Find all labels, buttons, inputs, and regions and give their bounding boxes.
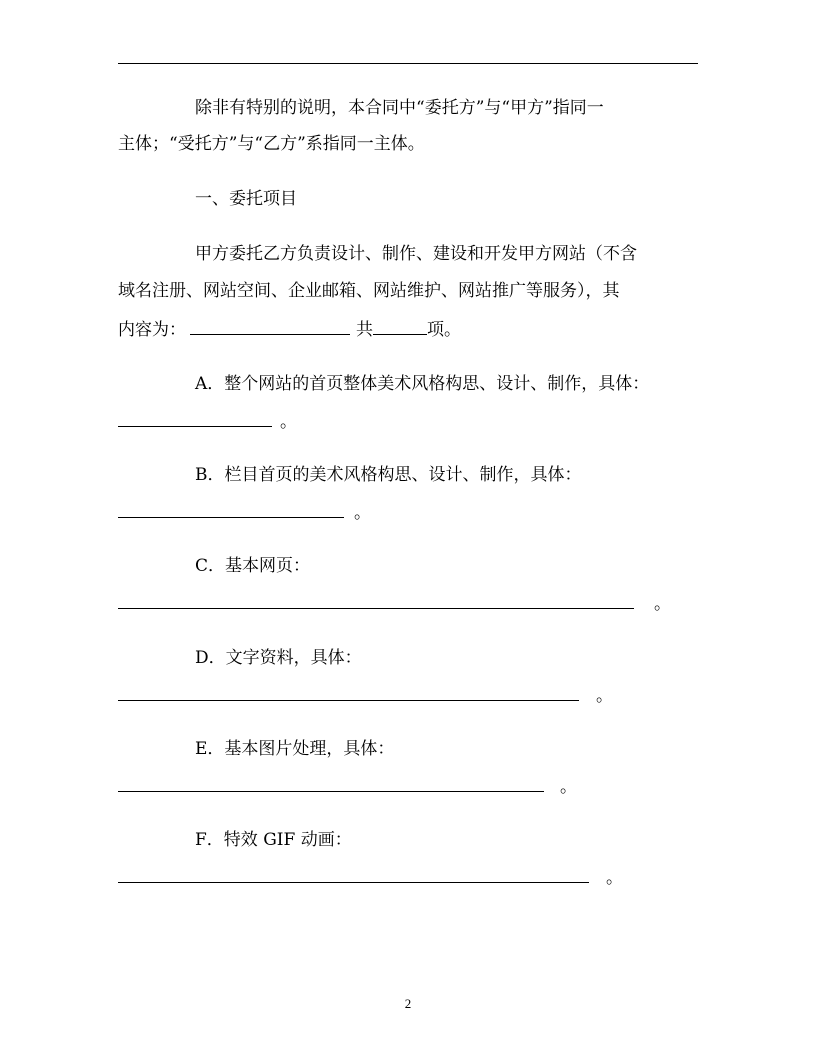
item-a-end: 。 [280,412,297,432]
item-c-fill-line [118,592,671,614]
item-b-end: 。 [354,503,371,523]
item-b-label: B．栏目首页的美术风格构思、设计、制作，具体： [195,465,582,485]
item-c-blank-field[interactable] [118,592,634,609]
item-b-blank-field[interactable] [118,501,344,518]
item-c-end: 。 [654,594,671,614]
item-d-label: D．文字资料，具体： [195,648,362,668]
item-c-label: C．基本网页： [195,556,311,576]
scope-items-suffix: 项。 [427,320,461,340]
section-heading-entrusted-items: 一、委托项目 [195,189,297,209]
item-e-end: 。 [560,777,577,797]
item-a-blank-field[interactable] [118,410,272,427]
item-a-label: A．整个网站的首页整体美术风格构思、设计、制作，具体： [195,374,650,394]
intro-line-2: 主体；“受托方”与“乙方”系指同一主体。 [118,134,425,154]
item-f-fill-line [118,866,623,888]
item-f-blank-field[interactable] [118,866,589,883]
scope-line-1: 甲方委托乙方负责设计、制作、建设和开发甲方网站（不含 [195,244,637,264]
item-d-fill-line [118,684,613,706]
item-e-fill-line [118,775,577,797]
item-e-blank-field[interactable] [118,775,544,792]
scope-line-3 [118,318,461,340]
content-blank-field[interactable] [190,318,350,335]
scope-total-label: 共 [356,320,373,340]
page-number: 2 [404,996,412,1011]
scope-content-label: 内容为： [118,320,186,340]
item-b-fill-line [118,501,371,523]
item-f-label: F．特效 GIF 动画： [195,830,352,850]
header-rule [118,63,698,64]
item-count-blank-field[interactable] [373,318,427,335]
item-d-end: 。 [596,686,613,706]
intro-line-1: 除非有特别的说明，本合同中“委托方”与“甲方”指同一 [195,98,604,118]
scope-line-2: 域名注册、网站空间、企业邮箱、网站维护、网站推广等服务），其 [118,281,620,301]
item-f-end: 。 [606,868,623,888]
item-e-label: E．基本图片处理，具体： [195,739,395,759]
item-d-blank-field[interactable] [118,684,579,701]
item-a-fill-line [118,410,297,432]
